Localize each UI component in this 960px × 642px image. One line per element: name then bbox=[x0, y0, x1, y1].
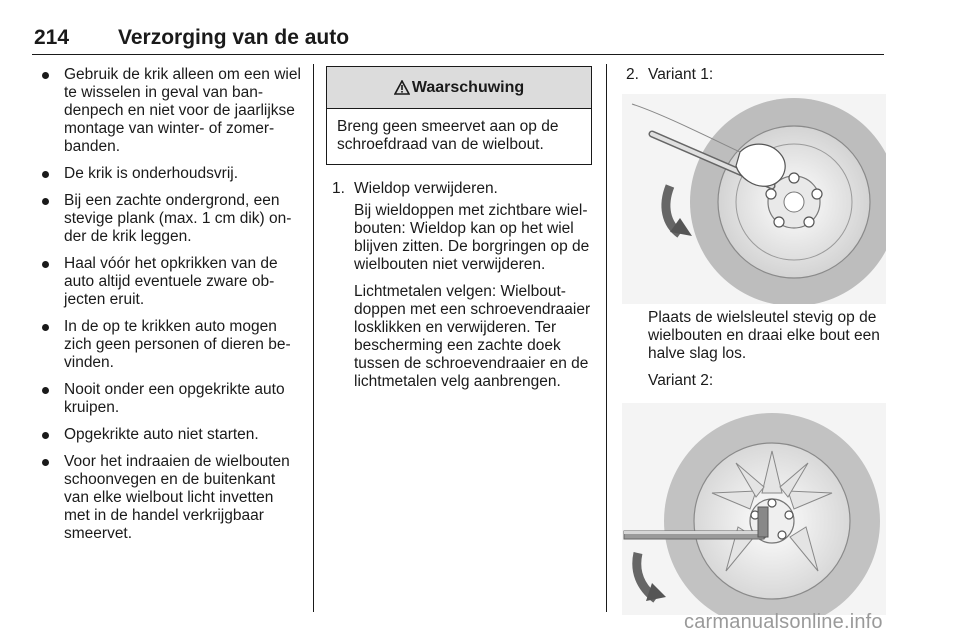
step-paragraph: Bij wieldoppen met zichtbare wielbouten: Wieldop kan op het wiel blijven zitten. De borgringen op de wielbouten niet verwijderen. bbox=[354, 202, 590, 273]
warning-text: Breng geen smeervet aan op de schroefdraad van de wielbout. bbox=[337, 118, 559, 153]
step-title: Wieldop verwijderen. bbox=[354, 180, 498, 197]
alloy-wheel-wrench-illustration bbox=[622, 399, 888, 620]
wheel-wrench-icon bbox=[622, 94, 886, 304]
chapter-title: Verzorging van de auto bbox=[118, 26, 350, 49]
page-number: 214 bbox=[34, 26, 70, 49]
step-number: 2. bbox=[626, 66, 639, 83]
step-1 bbox=[326, 180, 594, 391]
page-header bbox=[32, 26, 884, 55]
warning-triangle-icon bbox=[394, 80, 410, 95]
list-item: Voor het indraaien de wielbouten schoonvegen en de buitenkant van elke wielbout licht invetten met in de handel verkrijgbaar smeervet. bbox=[32, 453, 302, 543]
list-item: In de op te krikken auto mogen zich geen personen of dieren bevinden. bbox=[32, 318, 302, 372]
list-item: Haal vóór het opkrikken van de auto altijd eventuele zware objecten eruit. bbox=[32, 255, 302, 309]
column-right bbox=[620, 66, 888, 620]
step-2 bbox=[620, 66, 888, 84]
step-number: 1. bbox=[332, 180, 345, 197]
list-item: Gebruik de krik alleen om een wiel te wisselen in geval van bandenpech en niet voor de jaarlijkse montage van winter- of zomerbanden. bbox=[32, 66, 302, 156]
list-item: Nooit onder een opgekrikte auto kruipen. bbox=[32, 381, 302, 417]
step-paragraph: Lichtmetalen velgen: Wielboutdoppen met een schroevendraaier losklikken en verwijderen. Ter bescherming een zachte doek tussen de schroevendraaier en de lichtmetalen velg aanbrengen. bbox=[354, 283, 591, 390]
alloy-wheel-icon bbox=[622, 403, 886, 615]
safety-bullet-list bbox=[32, 66, 302, 543]
wheel-wrench-hand-illustration bbox=[622, 88, 888, 309]
column-left bbox=[32, 66, 302, 552]
list-item: De krik is onderhoudsvrij. bbox=[32, 165, 302, 183]
warning-title: Waarschuwing bbox=[411, 78, 525, 96]
warning-header bbox=[327, 67, 591, 109]
column-divider-2 bbox=[606, 64, 607, 612]
variant-1-block bbox=[620, 309, 888, 390]
list-item: Opgekrikte auto niet starten. bbox=[32, 426, 302, 444]
warning-box bbox=[326, 66, 592, 165]
watermark: carmanualsonline.info bbox=[684, 611, 883, 633]
column-middle bbox=[326, 66, 594, 400]
variant-1-text: Plaats de wielsleutel stevig op de wielbouten en draai elke bout een halve slag los. bbox=[648, 309, 880, 362]
variant-2-label: Variant 2: bbox=[648, 372, 714, 389]
list-item: Bij een zachte ondergrond, een stevige plank (max. 1 cm dik) onder de krik leggen. bbox=[32, 192, 302, 246]
variant-1-label: Variant 1: bbox=[648, 66, 714, 83]
column-divider-1 bbox=[313, 64, 314, 612]
